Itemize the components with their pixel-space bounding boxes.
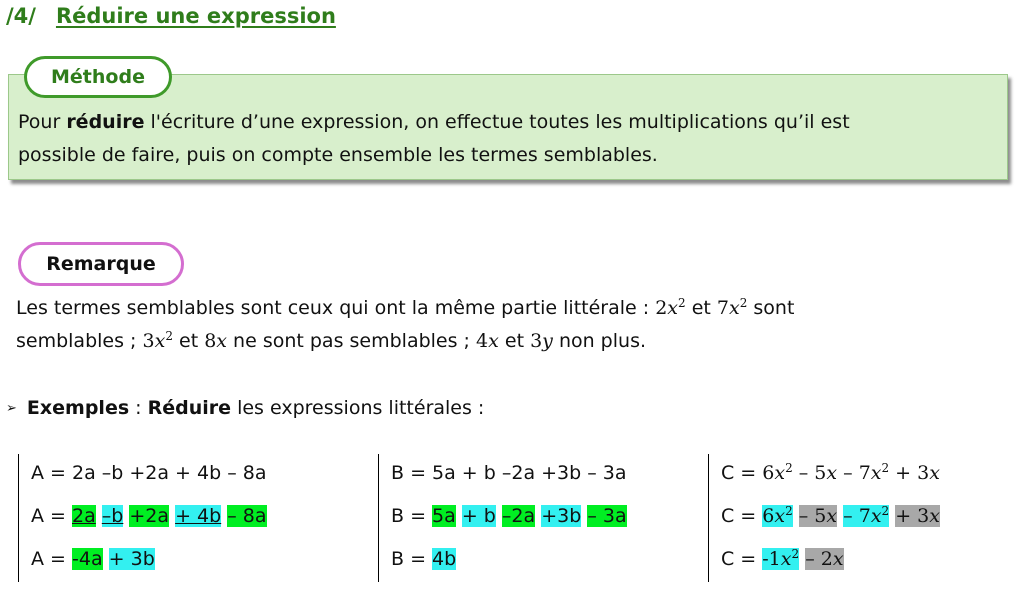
example-a-line-2: A = 2a –b +2a + 4b – 8a [31,505,267,527]
example-b-line-2: B = 5a + b –2a +3b – 3a [391,505,627,527]
example-b-line-3: B = 4b [391,548,457,570]
method-keyword: réduire [66,111,145,133]
method-text [18,106,1008,172]
section-heading: Réduire une expression [55,4,336,28]
arrow-bullet-icon: ➢ [6,401,17,416]
method-label: Méthode [24,56,172,98]
example-a-line-1: A = 2a –b +2a + 4b – 8a [31,462,267,484]
example-c [708,454,940,582]
example-a-line-3: A = -4a + 3b [31,548,155,570]
section-title [6,4,336,28]
remark-line-2: semblables ; $3x^2$ et 8x ne sont pas semblables ; 4x et 3y non plus. [16,329,647,352]
method-line-1: Pour réduire l'écriture d’une expression, on effectue toutes les multiplications qu’il est [18,111,850,133]
example-c-line-1: $C = 6x^2 - 5x - 7x^2 + 3x$ [721,461,940,484]
example-b [378,454,627,582]
method-line-2: possible de faire, puis on compte ensemble les termes semblables. [18,144,658,166]
example-a [18,454,267,582]
section-number: /4/ [6,4,36,28]
example-c-line-3: $C = -1x^2 - 2x$ [721,547,844,570]
examples-line: ➢ Exemples : Réduire les expressions littérales : [6,397,485,419]
example-b-line-1: B = 5a + b –2a +3b – 3a [391,462,627,484]
example-c-line-2: $C = 6x^2 - 5x - 7x^2 + 3x$ [721,504,940,527]
remark-line-1: Les termes semblables sont ceux qui ont la même partie littérale : $2x^2$ et $7x^2$ sont [16,296,795,319]
remark-text [16,292,794,358]
remark-label: Remarque [18,242,184,286]
